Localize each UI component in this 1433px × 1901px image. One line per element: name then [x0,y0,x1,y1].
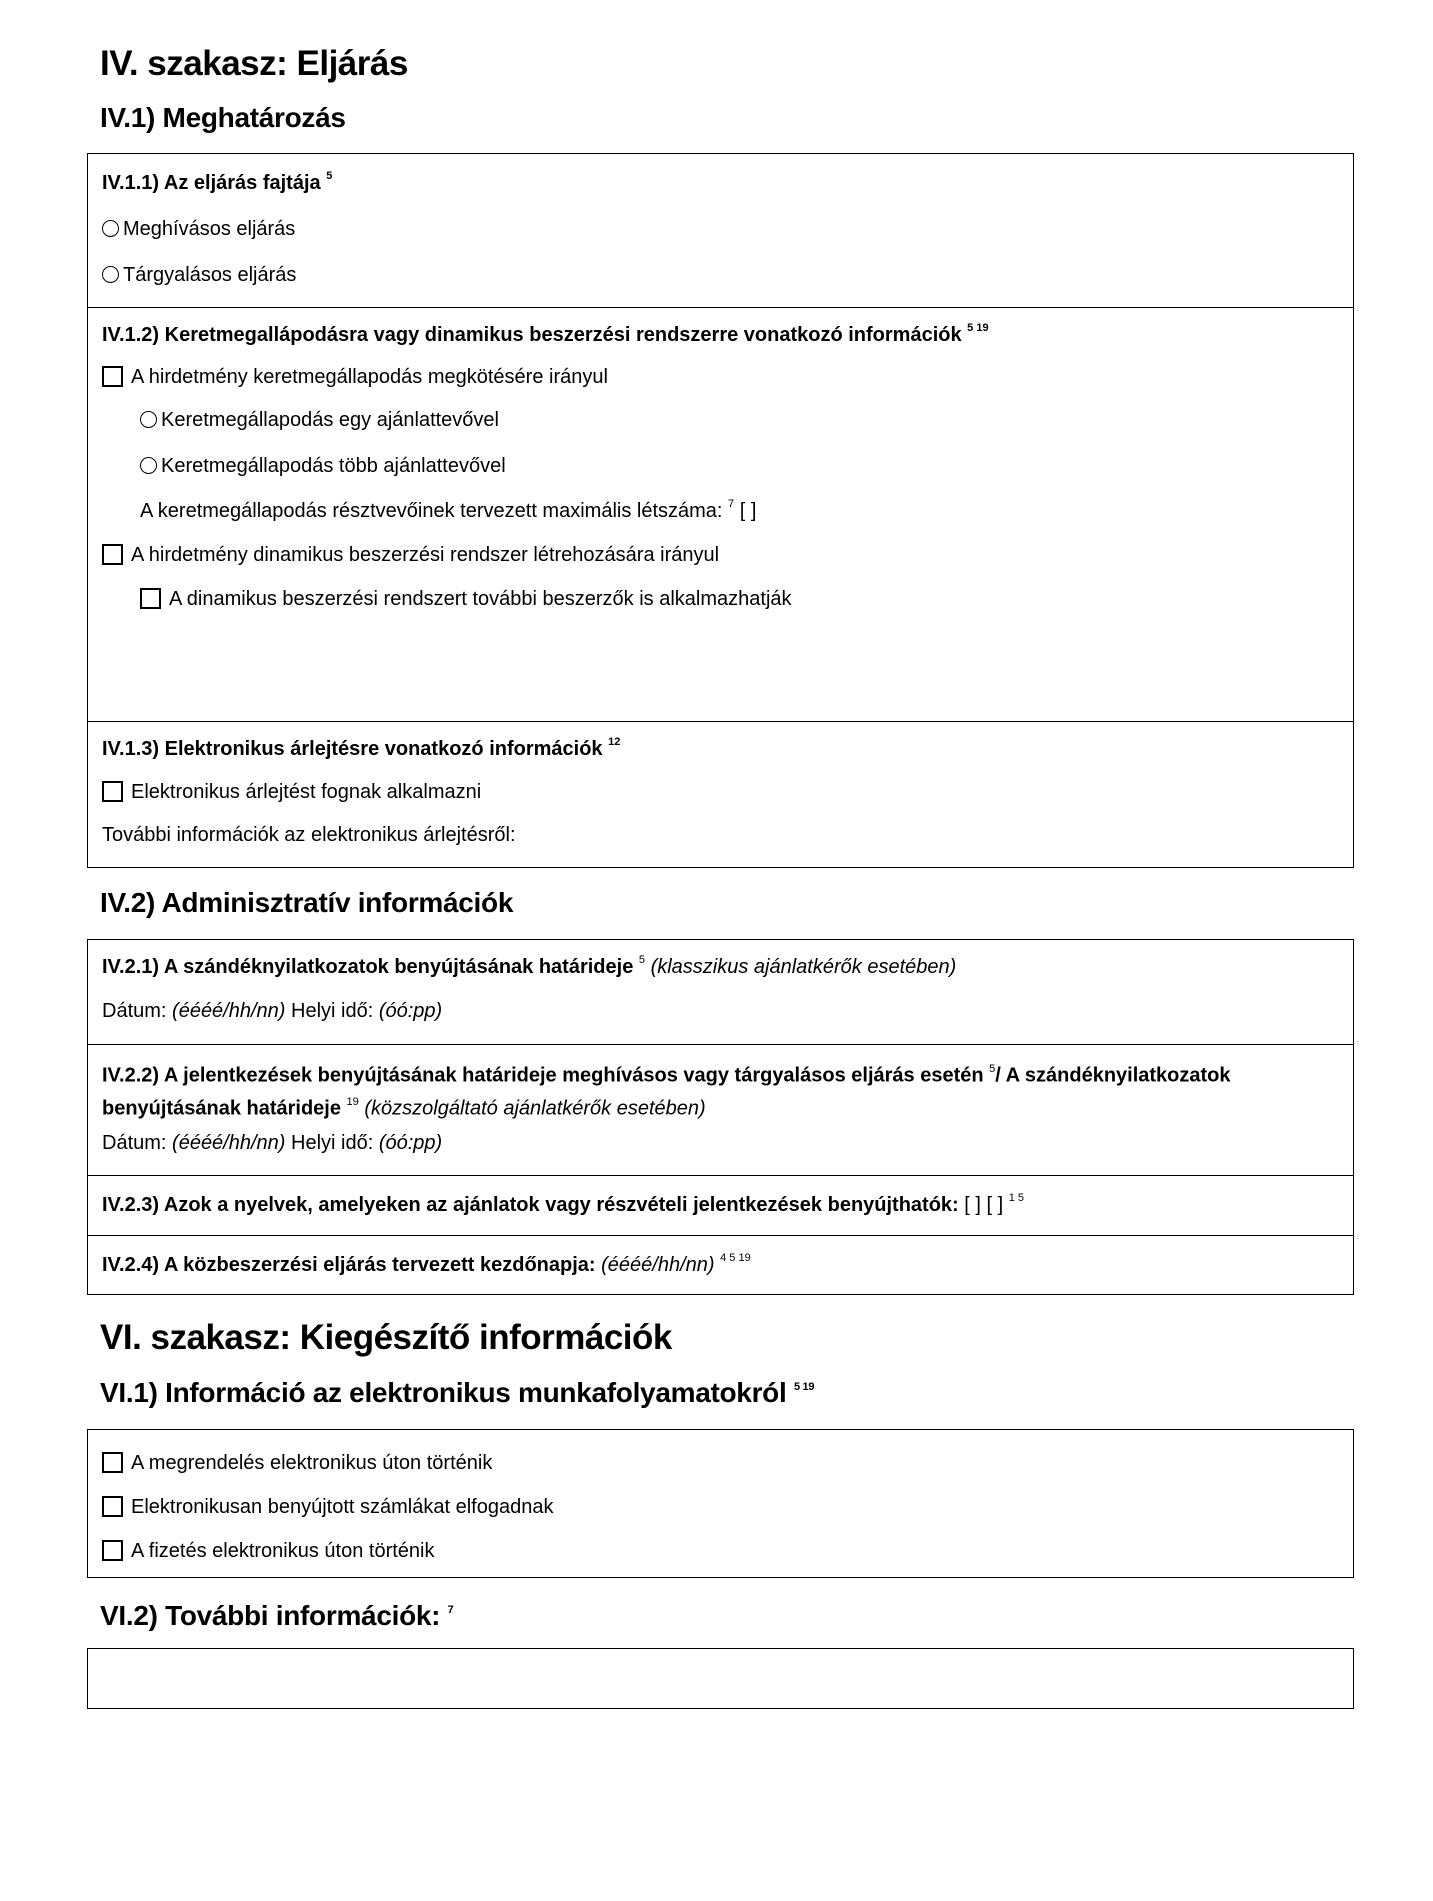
iv21-time-label: Helyi idő: [291,1000,374,1022]
iv22-date-label: Dátum: [102,1132,167,1154]
iv22-sup-a: 5 [989,1063,996,1075]
iv13-title: IV.1.3) Elektronikus árlejtésre vonatkozó információk [102,738,603,760]
vi2-title: VI.2) További információk: [100,1600,441,1631]
iv24-format[interactable]: (éééé/hh/nn) [601,1254,715,1276]
iv13-sup: 12 [608,736,621,749]
iv12-title: IV.1.2) Keretmegallápodásra vagy dinamikus beszerzési rendszerre vonatkozó információk [102,324,962,346]
iv2-title: IV.2) Adminisztratív információk [100,887,514,918]
iv22-section [88,1045,1353,1176]
epayment-option[interactable] [102,1540,435,1563]
option-negotiated-label: Tárgyalásos eljárás [123,264,297,286]
iv13-section [88,722,1353,868]
dps-other-checkbox[interactable] [140,588,161,609]
max-participants-value[interactable]: [ ] [739,500,757,522]
radio-framework-many[interactable] [140,457,157,474]
dps-other-option[interactable] [140,588,792,611]
iv22-time-label: Helyi idő: [291,1132,374,1154]
eordering-option[interactable] [102,1452,492,1475]
iv22-title-b: / A szándéknyilatkozatok benyújtásának határideje [102,1064,1231,1120]
eordering-label: A megrendelés elektronikus úton történik [131,1452,493,1474]
iv2-box [87,939,1354,1295]
framework-many-label: Keretmegállapodás több ajánlattevővel [161,455,506,477]
vi1-title: VI.1) Információ az elektronikus munkafolyamatokról [100,1377,787,1408]
iv11-title: IV.1.1) Az eljárás fajtája [102,172,321,194]
radio-negotiated[interactable] [102,266,119,283]
iv22-sup-b: 19 [346,1095,359,1108]
max-participants-label: A keretmegállapodás résztvevőinek tervezett maximális létszáma: [140,500,723,522]
iv21-section [88,940,1353,1045]
iv23-section [88,1176,1353,1236]
auction-more-info-label: További információk az elektronikus árlejtésről: [102,824,516,846]
iv21-title: IV.2.1) A szándéknyilatkozatok benyújtásának határideje [102,956,634,978]
iv21-date-format[interactable]: (éééé/hh/nn) [172,1000,286,1022]
radio-framework-one[interactable] [140,411,157,428]
einvoicing-option[interactable] [102,1496,553,1519]
option-restricted-label: Meghívásos eljárás [123,218,296,240]
dps-label: A hirdetmény dinamikus beszerzési rendszer létrehozására irányul [131,544,720,566]
option-restricted[interactable] [102,218,295,241]
iv11-section [88,154,1353,308]
framework-option[interactable] [102,366,608,389]
einvoicing-checkbox[interactable] [102,1496,123,1517]
auction-option[interactable] [102,781,481,804]
vi2-box[interactable] [87,1648,1354,1709]
max-participants-sup: 7 [728,498,735,511]
vi1-sup: 5 19 [793,1380,815,1393]
epayment-checkbox[interactable] [102,1540,123,1561]
vi2-sup: 7 [447,1603,454,1616]
iv23-title: IV.2.3) Azok a nyelvek, amelyeken az ajánlatok vagy részvételi jelentkezések benyújthatók: [102,1194,959,1216]
iv24-title: IV.2.4) A közbeszerzési eljárás tervezett kezdőnapja: [102,1254,596,1276]
radio-restricted[interactable] [102,220,119,237]
option-negotiated[interactable] [102,264,296,287]
framework-label: A hirdetmény keretmegállapodás megkötésére irányul [131,366,608,388]
framework-checkbox[interactable] [102,366,123,387]
epayment-label: A fizetés elektronikus úton történik [131,1540,435,1562]
framework-many-option[interactable] [140,455,506,478]
iv24-sup: 4 5 19 [720,1252,751,1265]
iv11-sup: 5 [326,170,333,183]
iv22-title-a: IV.2.2) A jelentkezések benyújtásának határideje meghívásos vagy tárgyalásos eljárás esetén [102,1064,984,1087]
iv21-note: (klasszikus ajánlatkérők esetében) [650,956,957,978]
iv21-time-format[interactable]: (óó:pp) [378,1000,443,1022]
iv1-title: IV.1) Meghatározás [100,102,346,133]
iv21-sup: 5 [638,954,646,967]
section-vi-title: VI. szakasz: Kiegészítő információk [100,1318,672,1357]
framework-one-option[interactable] [140,409,499,432]
iv1-box [87,153,1354,868]
auction-label: Elektronikus árlejtést fognak alkalmazni [131,781,482,803]
section-iv-title: IV. szakasz: Eljárás [100,44,408,83]
auction-checkbox[interactable] [102,781,123,802]
iv12-section [88,308,1353,722]
dps-option[interactable] [102,544,719,567]
iv12-sup: 5 19 [967,322,989,335]
iv22-date-format[interactable]: (éééé/hh/nn) [172,1132,286,1154]
iv21-date-label: Dátum: [102,1000,167,1022]
dps-checkbox[interactable] [102,544,123,565]
eordering-checkbox[interactable] [102,1452,123,1473]
iv22-time-format[interactable]: (óó:pp) [378,1132,443,1154]
framework-one-label: Keretmegállapodás egy ajánlattevővel [161,409,499,431]
dps-other-label: A dinamikus beszerzési rendszert további beszerzők is alkalmazhatják [169,588,792,610]
einvoicing-label: Elektronikusan benyújtott számlákat elfogadnak [131,1496,554,1518]
vi1-box [87,1429,1354,1578]
iv23-sup: 1 5 [1008,1192,1025,1205]
iv22-note: (közszolgáltató ajánlatkérők esetében) [364,1097,706,1120]
iv23-value[interactable]: [ ] [ ] [964,1194,1004,1216]
iv24-section [88,1236,1353,1295]
